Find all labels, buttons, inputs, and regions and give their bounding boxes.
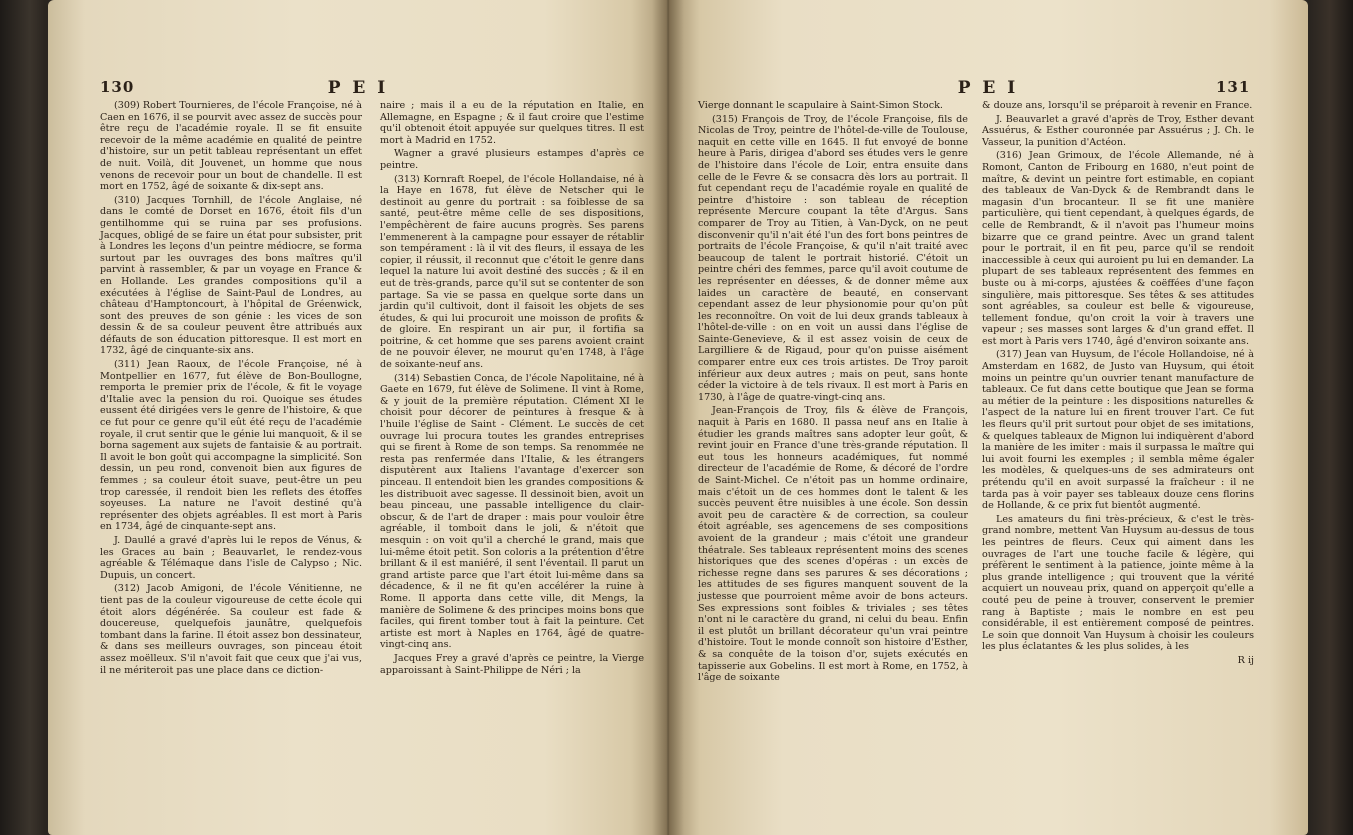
entry-315: (315) François de Troy, de l'école Françoise, fils de Nicolas de Troy, peintre de l'hôtel-de-ville de Toulouse, naquit en cette ville en 1645. Il fut envoyé de bonne heure à Paris, dirigea d'abord ses études vers le genre de l'histoire dans l'école de Loir, entra ensuite dans celle de le Fevre & se consacra dès lors au portrait. Il fut cependant reçu de l'académie royale en qualité de peintre d'histoire : son tableau de réception représente Mercure coupant la tête d'Argus. Sans comparer de Troy au Titien, à Van-Dyck, on ne peut disconvenir qu'il n'ait été l'un des fort bons peintres de portraits de l'école Françoise, & qu'il n'ait traité avec beaucoup de talent le portrait historié. C'étoit un peintre chéri des femmes, parce qu'il avoit coutume de les représenter en déesses, & de donner même aux laides un caractère de beauté, en conservant cependant assez de leur physionomie pour qu'on pût les reconnoître. On voit de lui deux grands tableaux à l'hôtel-de-ville : on en voit un aussi dans l'église de Sainte-Genevieve, & il est assez voisin de ceux de Largilliere & de Rigaud, pour qu'on puisse aisément comparer entre eux ces trois artistes. De Troy paroit inférieur aux deux autres ; mais on peut, sans honte céder la victoire à de tels rivaux. Il est mort à Paris en 1730, à l'âge de quatre-vingt-cinq ans. [698, 113, 968, 403]
entry-309: (309) Robert Tournieres, de l'école Françoise, né à Caen en 1676, il se pourvit avec assez de succès pour être reçu de l'académie royale. Il se fit ensuite recevoir de la même académie en qualité de peintre d'histoire, sur un petit tableau représentant un effet de nuit. Voilà, dit Jouvenet, un homme que nous venons de recevoir pour un bout de chandelle. Il est mort en 1752, âgé de soixante & dix-sept ans. [100, 100, 362, 193]
entry-316: (316) Jean Grimoux, de l'école Allemande, né à Romont, Canton de Fribourg en 1680, n'eut point de maître, & devint un peintre fort estimable, en copiant des tableaux de Van-Dyck & de Rembrandt dans le magasin d'un brocanteur. Il se fit une manière particulière, qui tient cependant, à quelques égards, de celle de Rembrandt, & il n'avoit pas l'humeur moins bizarre que ce grand peintre. Avec un grand talent pour le portrait, il en fit peu, parce qu'il se rendoit inaccessible à ceux qui auroient pu lui en demander. La plupart de ses tableaux représentent des femmes en buste ou à mi-corps, ajustées & coëffées d'une façon singulière, mais pittoresque. Ses têtes & ses attitudes sont agréables, sa couleur est belle & vigoureuse, tellement fondue, qu'on croit la voir à travers une vapeur ; ses masses sont larges & d'un grand effet. Il est mort à Paris vers 1740, âgé d'environ soixante ans. [982, 150, 1254, 347]
entry-311: (311) Jean Raoux, de l'école Françoise, né à Montpellier en 1677, fut élève de Bon-Boullogne, remporta le premier prix de l'école, & fit le voyage d'Italie avec la pension du roi. Quoique ses études eussent été dirigées vers le genre de l'histoire, & que ce fut pour ce genre qu'il eût été reçu de l'académie royale, il crut sentir que le génie lui manquoit, & il se borna sagement aux sujets de fantaisie & au portrait. Il avoit le bon goût qui accompagne la simplicité. Son dessin, un peu rond, convenoit bien aux figures de femmes ; sa couleur étoit suave, peut-être un peu trop caressée, il rendoit bien les reflets des étoffes soyeuses. La nature ne l'avoit destiné qu'à représenter des objets agréables. Il est mort à Paris en 1734, âgé de cinquante-sept ans. [100, 359, 362, 533]
right-page [668, 0, 1308, 835]
left-column-2 [380, 100, 644, 676]
entry-313: (313) Kornraft Roepel, de l'école Hollandaise, né à la Haye en 1678, fut élève de Netscher qui le destinoit au genre du portrait : sa foiblesse de sa santé, peut-être même celle de ses dispositions, l'empêchèrent de faire aucuns progrès. Ses parens l'emmenerent à la campagne pour essayer de rétablir son tempérament : là il vit des fleurs, il essaya de les copier, il réussit, il reconnut que c'étoit le genre dans lequel la nature lui avoit destiné des succès ; & il en eut de très-grands, parce qu'il sut se contenter de son partage. Sa vie se passa en quelque sorte dans un jardin qu'il cultivoit, dont il faisoit les objets de ses études, & qui lui procuroit une moisson de profits & de gloire. En respirant un air pur, il fortifia sa poitrine, & cet homme que ses parens avoient craint de ne pouvoir élever, ne mourut qu'en 1748, à l'âge de soixante-neuf ans. [380, 173, 645, 371]
entry-312-continued: naire ; mais il a eu de la réputation en Italie, en Allemagne, en Espagne ; & il faut croire que l'estime qu'il obtenoit étoit appuyée sur quelques titres. Il est mort à Madrid en 1752. [380, 100, 644, 146]
book-gutter [652, 0, 684, 835]
entry-317-continued: Les amateurs du fini très-précieux, & c'est le très-grand nombre, mettent Van Huysum au-dessus de tous les peintres de fleurs. Ceux qui aiment dans les ouvrages de l'art une touche facile & légère, qui préfèrent le sentiment à la patience, jointe même à la plus grande intelligence ; qui trouvent que la vérité acquiert un nouveau prix, quand on apperçoit qu'elle a couté peu de peine à trouver, conservent le premier rang à Baptiste ; mais le nombre en est peu considérable, il est entièrement composé de peintres. Le soin que donnoit Van Huysum à choisir les couleurs les plus éclatantes & les plus solides, à les [982, 513, 1254, 653]
entry-317: (317) Jean van Huysum, de l'école Hollandoise, né à Amsterdam en 1682, de Justo van Huysum, qui étoit moins un peintre qu'un ouvrier tenant manufacture de tableaux. Ce fut dans cette boutique que Jean se forma au métier de la peinture : les dispositions naturelles & l'aspect de la nature lui en firent trouver l'art. Ce fut les fleurs qu'il prit surtout pour objet de ses imitations, & quelques tableaux de Mignon lui indiquèrent d'abord la manière de les imiter : mais il surpassa le maître qui lui avoit fourni les exemples ; il sembla même égaler les modèles, & quelques-uns de ses admirateurs ont prétendu qu'il en avoit surpassé la fraîcheur : il ne tarda pas à voir payer ses tableaux douze cens florins de Hollande, & ce prix fut bientôt augmenté. [982, 349, 1254, 512]
left-page-header [48, 78, 668, 100]
left-page [48, 0, 668, 835]
entry-315-son: Jean-François de Troy, fils & élève de François, naquit à Paris en 1680. Il passa neuf ans en Italie à étudier les grands maîtres sans adopter leur goût, & revint jouir en France d'une très-grande réputation. Il eut tous les honneurs académiques, fut nommé directeur de l'académie de Rome, & décoré de l'ordre de Saint-Michel. Ce n'étoit pas un homme ordinaire, mais c'étoit un de ces hommes dont le talent & les succès peuvent être nuisibles à une école. Son dessin avoit peu de caractère & de correction, sa couleur étoit agréable, ses agencemens de ses compositions avoient de la grandeur ; mais c'étoit une grandeur théatrale. Ses tableaux représentent moins des scenes historiques que des scenes d'opéras : un excès de richesse regne dans ses parures & ses décorations ; les attitudes de ses figures manquent souvent de la justesse que pourroient même avoir de bons acteurs. Ses expressions sont foibles & triviales ; ses têtes n'ont ni le caractère du grand, ni celui du beau. Enfin il est plutôt un brillant décorateur qu'un vrai peintre d'histoire. Tout le monde connoît son histoire d'Esther, & sa conquête de la toison d'or, sujets exécutés en tapisserie aux Gobelins. Il est mort à Rome, en 1752, à l'âge de soixante [698, 405, 968, 684]
entry-312-engravings: Wagner a gravé plusieurs estampes d'après ce peintre. [380, 148, 644, 171]
left-column-1 [100, 100, 362, 676]
entry-314: (314) Sebastien Conca, de l'école Napolitaine, né à Gaete en 1679, fut élève de Solimene. Il vint à Rome, & y jouit de la première réputation. Clément XI le choisit pour décorer de peintures à fresque & à l'huile l'église de Saint - Clément. Le succès de cet ouvrage lui procura toutes les grandes entreprises qui se firent à Rome de son temps. Sa renommée ne resta pas renfermée dans l'Italie, & les étrangers disputèrent aux Italiens l'avantage d'exercer son pinceau. Il entendoit bien les grandes compositions & les distribuoit avec sagesse. Il dessinoit bien, avoit un beau pinceau, une passable intelligence du clair-obscur, & de l'art de draper : mais pour vouloir être agréable, il tomboit dans le joli, & n'étoit que mesquin : on voit qu'il a cherché le grand, mais que lui-même étoit petit. Son coloris a la prétention d'être brillant & il est maniéré, il sent l'éventail. Il parut un grand artiste parce que l'art étoit lui-même dans sa décadence, & il ne fit qu'en accélérer la ruine à Rome. Il apporta dans cette ville, dit Mengs, la manière de Solimene & des principes moins bons que faciles, qui firent tomber tout à fait la peinture. Cet artiste est mort à Naples en 1764, âgé de quatre-vingt-cinq ans. [380, 372, 644, 651]
left-page-number: 130 [100, 78, 135, 96]
entry-314-engravings: Jacques Frey a gravé d'après ce peintre, la Vierge apparoissant à Saint-Philippe de Néri ; la [380, 652, 644, 676]
entry-314-continued: Vierge donnant le scapulaire à Saint-Simon Stock. [698, 100, 943, 111]
right-column-1 [698, 100, 968, 684]
entry-310: (310) Jacques Tornhill, de l'école Anglaise, né dans le comté de Dorset en 1676, étoit fils d'un gentilhomme qui se ruina par ses profusions. Jacques, obligé de se faire un état pour subsister, prit à Londres les leçons d'un peintre médiocre, se forma surtout par les ouvrages des bons maîtres qu'il parvint à rassembler, & par un voyage en France & en Hollande. Les grandes compositions qu'il a exécutées à l'église de Saint-Paul de Londres, au château d'Hamptoncourt, à l'hôpital de Gréenwick, sont des preuves de son génie : les vices de son dessin & de sa couleur peuvent être attribués aux défauts de son éducation pittoresque. Il est mort en 1732, âgé de cinquante-six ans. [100, 194, 362, 357]
entry-312: (312) Jacob Amigoni, de l'école Vénitienne, ne tient pas de la couleur vigoureuse de cette école qui étoit alors dégénérée. Sa couleur est fade & doucereuse, quelquefois jaunâtre, quelquefois tombant dans la farine. Il étoit assez bon dessinateur, & dans ses meilleurs ouvrages, son pinceau étoit assez moëlleux. S'il n'avoit fait que ceux que j'ai vus, il ne mériteroit pas une place dans ce diction- [100, 583, 362, 676]
signature-mark: R ij [1237, 654, 1254, 666]
left-page-running-title: P E I [327, 78, 389, 98]
right-page-number: 131 [1216, 78, 1251, 96]
entry-315-engravings: J. Beauvarlet a gravé d'après de Troy, Esther devant Assuérus, & Esther couronnée par Assuérus ; J. Ch. le Vasseur, la punition d'Actéon. [982, 113, 1254, 148]
right-column-2 [982, 100, 1254, 667]
entry-311-engravings: J. Daullé a gravé d'après lui le repos de Vénus, & les Graces au bain ; Beauvarlet, le rendez-vous agréable & Télémaque dans l'isle de Calypso ; Nic. Dupuis, un concert. [100, 534, 362, 581]
entry-315-continued: & douze ans, lorsqu'il se préparoit à revenir en France. [982, 100, 1253, 111]
right-page-running-title: P E I [957, 78, 1019, 98]
right-page-header [668, 78, 1308, 100]
